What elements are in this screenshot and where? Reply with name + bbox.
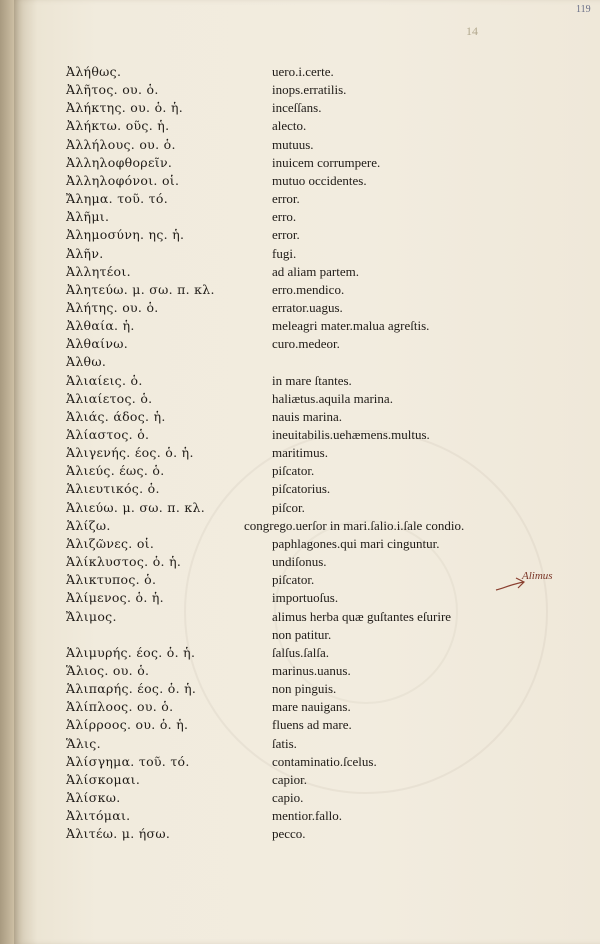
greek-headword: Ἀλημοσύνη. ης. ἡ. bbox=[66, 227, 185, 243]
greek-headword: Ἁλιεύς. έως. ὁ. bbox=[66, 463, 165, 479]
latin-gloss: mare nauigans. bbox=[272, 699, 351, 715]
greek-headword: Ἀλήθως. bbox=[66, 64, 122, 79]
greek-headword: Ἀλήτης. ου. ὁ. bbox=[66, 299, 159, 315]
latin-gloss: piſcator. bbox=[272, 463, 315, 479]
latin-gloss: capio. bbox=[272, 790, 304, 805]
latin-gloss: inops.erratilis. bbox=[272, 82, 347, 98]
latin-gloss: haliætus.aquila marina. bbox=[272, 390, 393, 406]
greek-headword: Ἀλίσγημα. τοῦ. τό. bbox=[66, 753, 190, 769]
latin-gloss: nauis marina. bbox=[272, 408, 343, 424]
latin-gloss: fugi. bbox=[272, 245, 297, 261]
latin-gloss: importuoſus. bbox=[272, 590, 339, 606]
latin-gloss: piſcator. bbox=[272, 572, 315, 588]
latin-gloss: mentior.fallo. bbox=[272, 808, 343, 824]
greek-headword: Ἀλῆτος. ου. ὁ. bbox=[66, 82, 159, 98]
dictionary-page bbox=[14, 0, 600, 944]
latin-gloss: mutuo occidentes. bbox=[272, 172, 367, 188]
greek-headword: Ἀλθω. bbox=[66, 354, 107, 370]
latin-gloss: erro.mendico. bbox=[272, 281, 345, 297]
latin-gloss: maritimus. bbox=[272, 445, 328, 461]
greek-headword: Ἀλῆν. bbox=[66, 245, 104, 261]
latin-gloss: ſatis. bbox=[272, 735, 297, 751]
greek-headword: Ἄλημα. τοῦ. τό. bbox=[66, 191, 168, 207]
greek-headword: Ἁλίρροος. ου. ὁ. ἡ. bbox=[66, 717, 189, 733]
latin-gloss: error. bbox=[272, 191, 300, 207]
greek-headword: Ἅλις. bbox=[66, 735, 101, 751]
greek-headword: Ἀλίμενος. ὁ. ἡ. bbox=[66, 590, 164, 606]
greek-headword: Ἀλληλοφθορεῖν. bbox=[66, 154, 173, 170]
greek-headword: Ἁλίπλοος. ου. ὁ. bbox=[66, 699, 174, 715]
greek-headword: Ἀλῆμι. bbox=[66, 209, 110, 225]
greek-headword: Ἁλιάς. άδος. ἡ. bbox=[66, 408, 166, 424]
latin-gloss: undiſonus. bbox=[272, 554, 327, 570]
greek-headword: Ἀλθαίνω. bbox=[66, 336, 128, 352]
greek-headword: Ἀλήκτης. ου. ὁ. ἡ. bbox=[66, 100, 184, 116]
greek-headword: Ἅλιος. ου. ὁ. bbox=[66, 662, 150, 678]
latin-gloss: erro. bbox=[272, 209, 297, 225]
greek-headword: Ἀλλήλους. ου. ὁ. bbox=[66, 136, 176, 152]
marginal-note: Alimus bbox=[522, 570, 553, 582]
greek-headword: Ἁλιγενής. έος. ὁ. ἡ. bbox=[66, 445, 194, 461]
greek-headword: Ἀλληλοφόνοι. οἱ. bbox=[66, 172, 180, 188]
latin-gloss: curo.medeor. bbox=[272, 336, 340, 352]
latin-gloss: paphlagones.qui mari cinguntur. bbox=[272, 535, 440, 551]
greek-headword: Ἀλθαία. ἡ. bbox=[66, 318, 135, 334]
latin-gloss: fluens ad mare. bbox=[272, 717, 352, 733]
latin-gloss: inuicem corrumpere. bbox=[272, 154, 381, 170]
latin-gloss: in mare ſtantes. bbox=[272, 372, 352, 388]
latin-gloss: meleagri mater.malua agreſtis. bbox=[272, 318, 430, 334]
greek-headword: Ἁλίσκω. bbox=[66, 790, 121, 805]
greek-headword: Ἁλίζω. bbox=[66, 517, 111, 533]
latin-gloss: piſcor. bbox=[272, 499, 305, 515]
latin-gloss: marinus.uanus. bbox=[272, 662, 351, 678]
greek-headword: Ἁλίκλυστος. ὁ. ἡ. bbox=[66, 554, 182, 570]
latin-gloss: alecto. bbox=[272, 118, 307, 134]
latin-gloss: non patitur. bbox=[272, 626, 332, 642]
greek-headword: Ἄλιμος. bbox=[66, 608, 117, 624]
greek-headword: Ἁλιαίεις. ὁ. bbox=[66, 372, 143, 388]
greek-headword: Ἁλικτυπος. ὁ. bbox=[66, 572, 157, 588]
latin-gloss: congrego.uerſor in mari.ſalio.i.ſale condio. bbox=[244, 517, 465, 533]
book-binding-edge bbox=[0, 0, 14, 944]
latin-gloss: non pinguis. bbox=[272, 681, 337, 697]
latin-gloss: alimus herba quæ guſtantes eſurire bbox=[272, 608, 452, 624]
greek-headword: Ἁλιεύω. μ. σω. π. κλ. bbox=[66, 499, 205, 515]
latin-gloss: capior. bbox=[272, 771, 308, 787]
latin-gloss: ſalſus.ſalſa. bbox=[272, 644, 330, 660]
latin-gloss: ad aliam partem. bbox=[272, 263, 359, 279]
greek-headword: Ἀλήκτω. οῦς. ἡ. bbox=[66, 118, 170, 134]
latin-gloss: inceſſans. bbox=[272, 100, 322, 116]
greek-headword: Ἀλλητέοι. bbox=[66, 263, 131, 279]
folio-number: 119 bbox=[576, 4, 591, 15]
greek-headword: Ἁλίαστος. ὁ. bbox=[66, 427, 150, 442]
greek-headword: Ἀλιτέω. μ. ήσω. bbox=[66, 826, 171, 842]
greek-headword: Ἀλητεύω. μ. σω. π. κλ. bbox=[66, 281, 215, 297]
latin-gloss: contaminatio.ſcelus. bbox=[272, 753, 377, 769]
greek-headword: Ἁλιμυρής. έος. ὁ. ἡ. bbox=[66, 644, 196, 660]
latin-gloss: pecco. bbox=[272, 826, 306, 842]
greek-headword: Ἀλιτόμαι. bbox=[66, 808, 131, 824]
latin-gloss: ineuitabilis.uehæmens.multus. bbox=[272, 427, 430, 442]
greek-headword: Ἁλιζῶνες. οἱ. bbox=[66, 535, 155, 551]
latin-gloss: error. bbox=[272, 227, 300, 243]
latin-gloss: uero.i.certe. bbox=[272, 64, 334, 79]
greek-headword: Ἁλιπαρής. έος. ὁ. ἡ. bbox=[66, 681, 197, 697]
latin-gloss: piſcatorius. bbox=[272, 481, 331, 497]
latin-gloss: errator.uagus. bbox=[272, 299, 343, 315]
greek-headword: Ἁλίσκομαι. bbox=[66, 771, 141, 787]
greek-headword: Ἁλιευτικός. ὁ. bbox=[66, 481, 160, 497]
latin-gloss: mutuus. bbox=[272, 136, 314, 152]
greek-headword: Ἁλιαίετος. ὁ. bbox=[66, 390, 153, 406]
pencil-mark: 14 bbox=[466, 24, 478, 38]
